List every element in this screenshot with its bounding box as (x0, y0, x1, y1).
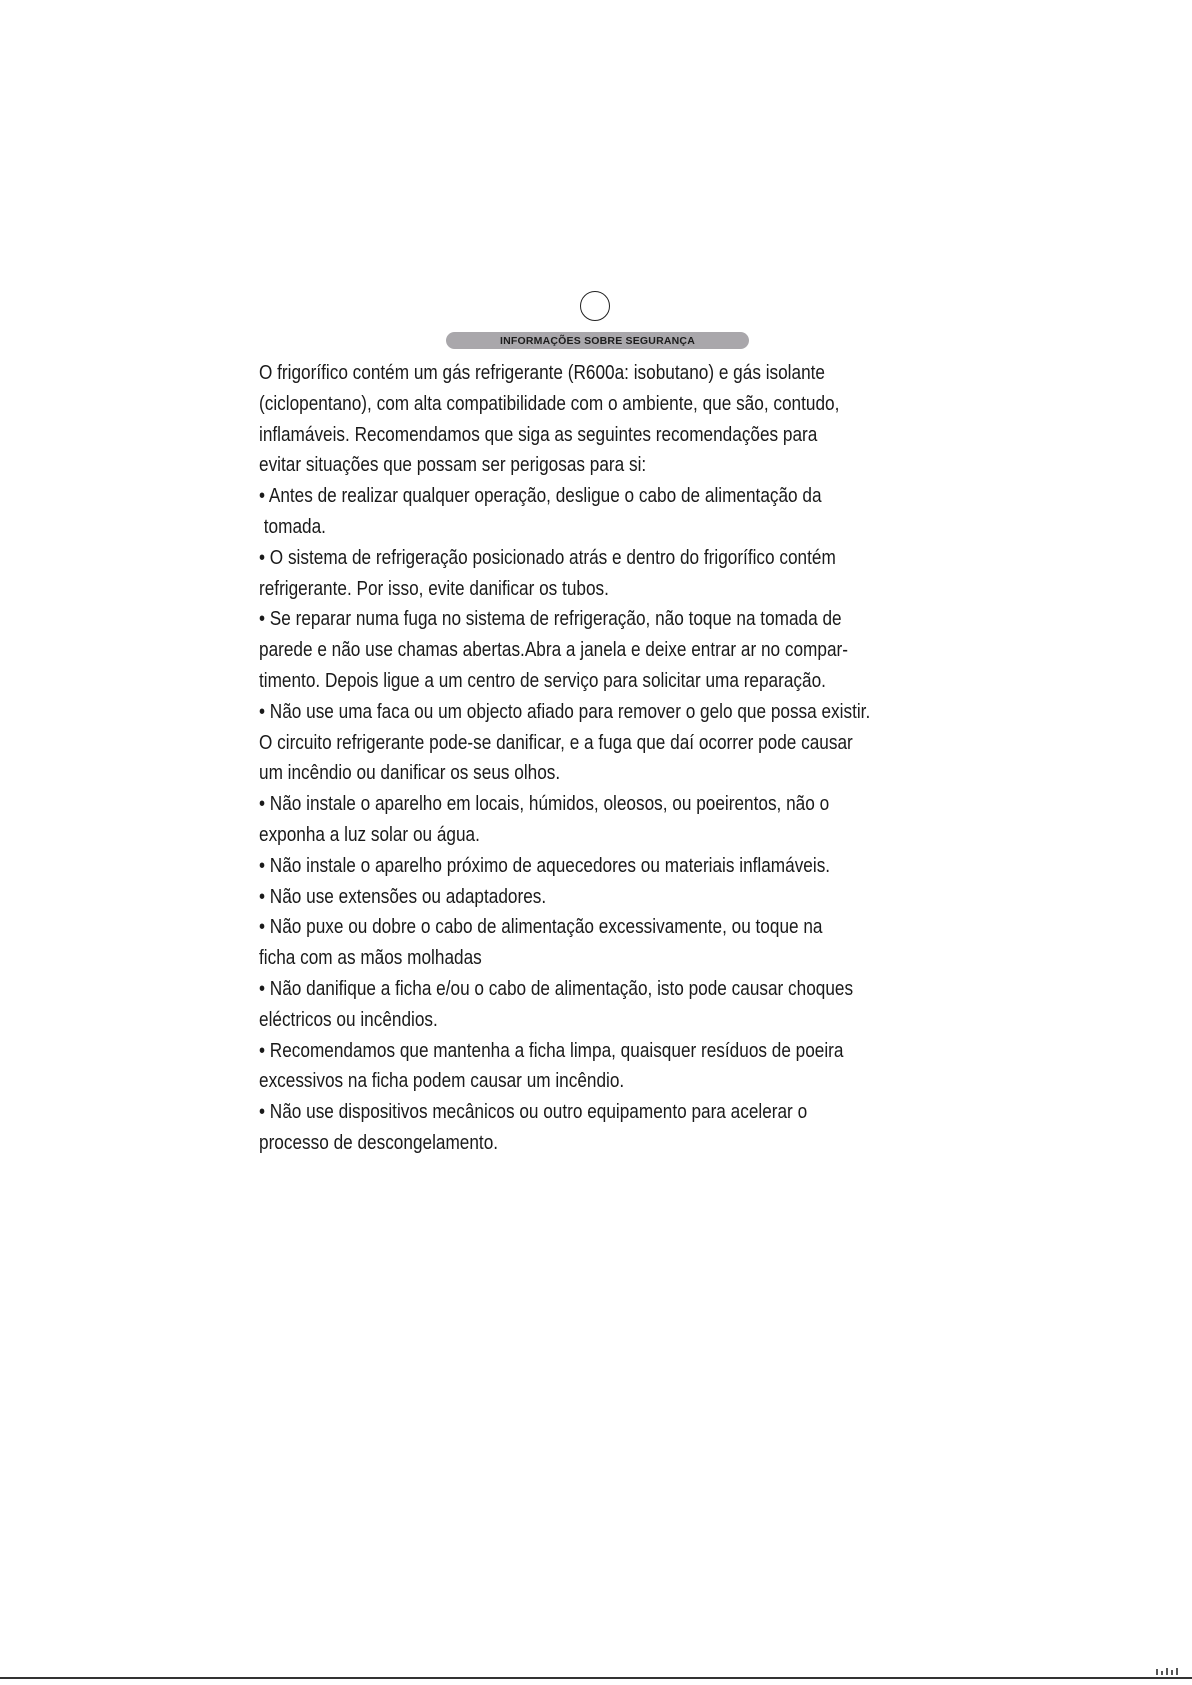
text-line: O circuito refrigerante pode-se danificar, e a fuga que daí ocorrer pode causar (259, 731, 853, 754)
text-line: • Não instale o aparelho próximo de aquecedores ou materiais inflamáveis. (259, 854, 831, 877)
safety-body-text (259, 358, 959, 1159)
text-line: refrigerante. Por isso, evite danificar os tubos. (259, 577, 609, 600)
text-line: (ciclopentano), com alta compatibilidade com o ambiente, que são, contudo, (259, 392, 840, 415)
text-line: • Não use extensões ou adaptadores. (259, 885, 547, 908)
section-title-banner (446, 332, 749, 349)
text-line: • Recomendamos que mantenha a ficha limpa, quaisquer resíduos de poeira (259, 1039, 844, 1062)
text-line: processo de descongelamento. (259, 1131, 499, 1154)
footer-crop-marks (1156, 1668, 1178, 1675)
page-number-circle (580, 291, 610, 321)
text-line: • O sistema de refrigeração posicionado atrás e dentro do frigorífico contém (259, 546, 836, 569)
text-line: ficha com as mãos molhadas (259, 947, 482, 970)
text-line: um incêndio ou danificar os seus olhos. (259, 762, 561, 785)
text-line: excessivos na ficha podem causar um incêndio. (259, 1070, 625, 1093)
text-line: parede e não use chamas abertas.Abra a janela e deixe entrar ar no compar- (259, 639, 848, 662)
text-line: exponha a luz solar ou água. (259, 823, 480, 846)
text-line: • Não instale o aparelho em locais, húmidos, oleosos, ou poeirentos, não o (259, 793, 830, 816)
text-line: tomada. (259, 515, 326, 538)
text-line: eléctricos ou incêndios. (259, 1008, 438, 1031)
text-line: • Não use uma faca ou um objecto afiado para remover o gelo que possa existir. (259, 700, 871, 723)
text-line: • Antes de realizar qualquer operação, desligue o cabo de alimentação da (259, 485, 822, 508)
text-line: timento. Depois ligue a um centro de serviço para solicitar uma reparação. (259, 669, 826, 692)
text-line: • Se reparar numa fuga no sistema de refrigeração, não toque na tomada de (259, 608, 842, 631)
text-line: evitar situações que possam ser perigosas para si: (259, 454, 647, 477)
text-line: • Não puxe ou dobre o cabo de alimentação excessivamente, ou toque na (259, 916, 823, 939)
text-line: O frigorífico contém um gás refrigerante (R600a: isobutano) e gás isolante (259, 362, 825, 384)
text-line: • Não danifique a ficha e/ou o cabo de alimentação, isto pode causar choques (259, 977, 854, 1000)
section-title: INFORMAÇÕES SOBRE SEGURANÇA (500, 334, 695, 347)
text-line: • Não use dispositivos mecânicos ou outro equipamento para acelerar o (259, 1101, 808, 1124)
text-line: inflamáveis. Recomendamos que siga as seguintes recomendações para (259, 423, 818, 446)
footer-rule (0, 1677, 1192, 1679)
